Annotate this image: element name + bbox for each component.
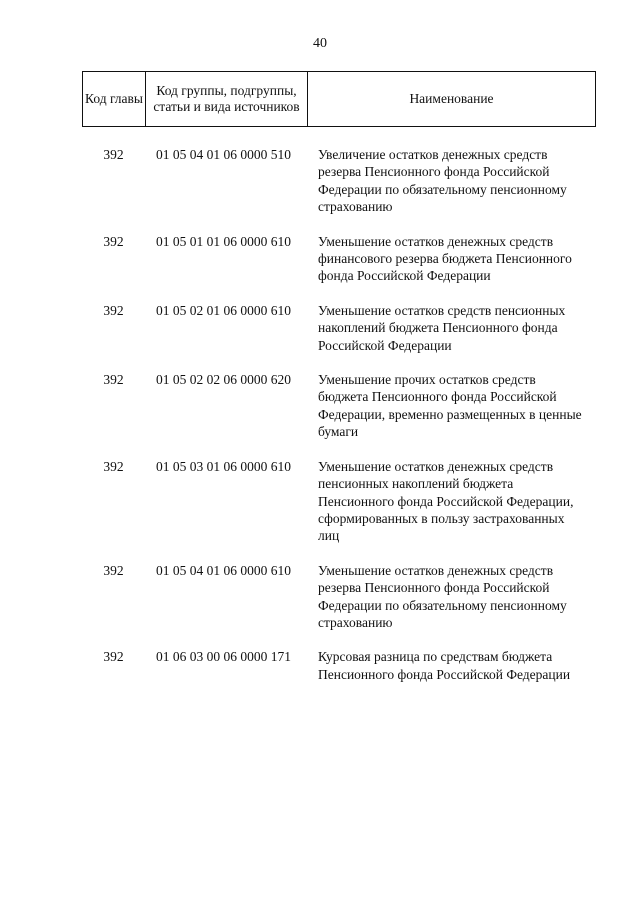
table-body xyxy=(82,146,596,683)
row-name: Уменьшение остатков денежных средств пенсионных накоплений бюджета Пенсионного фонда Российской Федерации, сформированных в пользу застрахованных лиц xyxy=(318,458,574,544)
row-name: Уменьшение остатков денежных средств резерва Пенсионного фонда Российской Федерации по обязательному пенсионному страхованию xyxy=(318,562,567,630)
source-code: 01 05 02 02 06 0000 620 xyxy=(156,372,291,388)
row-name: Увеличение остатков денежных средств резерва Пенсионного фонда Российской Федерации по обязательному пенсионному страхованию xyxy=(318,147,567,215)
table-row xyxy=(82,146,596,216)
source-code: 01 05 04 01 06 0000 510 xyxy=(156,147,291,162)
chapter-code: 392 xyxy=(103,458,124,474)
chapter-code: 392 xyxy=(103,233,124,249)
source-code: 01 05 04 01 06 0000 610 xyxy=(156,562,291,578)
chapter-code: 392 xyxy=(103,147,124,162)
header-source-code: Код группы, подгруппы, статьи и вида источников xyxy=(146,72,308,126)
table-row xyxy=(82,302,596,354)
row-name: Курсовая разница по средствам бюджета Пенсионного фонда Российской Федерации xyxy=(318,649,571,682)
row-name: Уменьшение остатков средств пенсионных накоплений бюджета Пенсионного фонда Российской Федерации xyxy=(318,302,566,353)
chapter-code: 392 xyxy=(103,562,124,578)
chapter-code: 392 xyxy=(103,649,124,665)
table-row xyxy=(82,458,596,545)
chapter-code: 392 xyxy=(103,302,124,318)
row-name: Уменьшение прочих остатков средств бюджета Пенсионного фонда Российской Федерации, временно размещенных в ценные бумаги xyxy=(318,372,582,440)
table-row xyxy=(82,371,596,441)
table-row xyxy=(82,562,596,632)
header-name: Наименование xyxy=(409,91,494,106)
table-row xyxy=(82,648,596,683)
table-row xyxy=(82,233,596,285)
source-code: 01 05 02 01 06 0000 610 xyxy=(156,302,291,318)
page-number: 40 xyxy=(313,36,327,51)
source-code: 01 05 03 01 06 0000 610 xyxy=(156,458,291,474)
header-chapter-code: Код главы xyxy=(83,72,146,126)
row-name: Уменьшение остатков денежных средств финансового резерва бюджета Пенсионного фонда Российской Федерации xyxy=(318,233,572,284)
source-code: 01 05 01 01 06 0000 610 xyxy=(156,233,291,249)
table-header xyxy=(82,71,596,127)
chapter-code: 392 xyxy=(103,372,124,388)
source-code: 01 06 03 00 06 0000 171 xyxy=(156,649,291,665)
